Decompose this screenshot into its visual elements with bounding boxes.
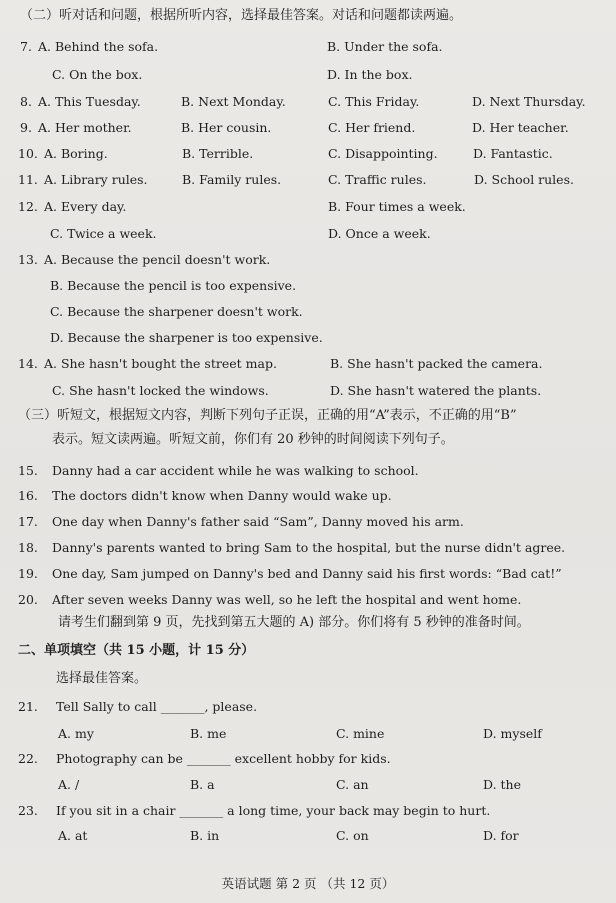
turn-page-instruction: 请考生们翻到第 9 页，先找到第五大题的 A) 部分。你们将有 5 秒钟的准备时间。 (58, 615, 530, 630)
question-7-line2: C. On the box. D. In the box. (52, 67, 413, 82)
question-11: 11. A. Library rules. B. Family rules. C. Traffic rules. D. School rules. (18, 172, 574, 187)
statement-18: 18. Danny's parents wanted to bring Sam to the hospital, but the nurse didn't agree. (18, 540, 566, 555)
part-two-instruction: 选择最佳答案。 (56, 671, 148, 686)
question-21: 21. Tell Sally to call _______, please. (18, 699, 258, 714)
question-23-options: A. at B. in C. on D. for (58, 828, 519, 843)
question-10: 10. A. Boring. B. Terrible. C. Disappointing. D. Fantastic. (18, 146, 553, 161)
question-7: 7. A. Behind the sofa. B. Under the sofa. (20, 39, 443, 54)
question-13-option-b: B. Because the pencil is too expensive. (50, 278, 297, 293)
section-2-heading: （二）听对话和问题，根据所听内容，选择最佳答案。对话和问题都读两遍。 (20, 8, 463, 23)
section-3-heading: （三）听短文，根据短文内容，判断下列句子正误，正确的用“A”表示，不正确的用“B” (18, 408, 517, 423)
question-13-option-d: D. Because the sharpener is too expensive. (50, 330, 323, 345)
question-12-line2: C. Twice a week. D. Once a week. (50, 226, 431, 241)
question-9: 9. A. Her mother. B. Her cousin. C. Her friend. D. Her teacher. (20, 120, 569, 135)
question-12: 12. A. Every day. B. Four times a week. (18, 199, 466, 214)
statement-20: 20. After seven weeks Danny was well, so he left the hospital and went home. (18, 592, 522, 607)
question-14: 14. A. She hasn't bought the street map. B. She hasn't packed the camera. (18, 356, 543, 371)
section-3-heading-line2: 表示。短文读两遍。听短文前，你们有 20 秒钟的时间阅读下列句子。 (52, 432, 454, 447)
statement-16: 16. The doctors didn't know when Danny would wake up. (18, 488, 392, 503)
statement-17: 17. One day when Danny's father said “Sam”, Danny moved his arm. (18, 514, 464, 529)
question-21-options: A. my B. me C. mine D. myself (58, 726, 542, 741)
part-two-heading: 二、单项填空（共 15 小题，计 15 分） (18, 643, 255, 658)
page-footer: 英语试题 第 2 页 （共 12 页） (221, 876, 395, 891)
question-14-line2: C. She hasn't locked the windows. D. She hasn't watered the plants. (52, 383, 542, 398)
question-22-options: A. / B. a C. an D. the (58, 777, 521, 792)
question-22: 22. Photography can be _______ excellent hobby for kids. (18, 751, 391, 766)
question-8: 8. A. This Tuesday. B. Next Monday. C. This Friday. D. Next Thursday. (20, 94, 586, 109)
statement-15: 15. Danny had a car accident while he was walking to school. (18, 463, 419, 478)
statement-19: 19. One day, Sam jumped on Danny's bed and Danny said his first words: “Bad cat!” (18, 566, 562, 581)
question-23: 23. If you sit in a chair _______ a long time, your back may begin to hurt. (18, 803, 491, 818)
question-13-option-c: C. Because the sharpener doesn't work. (50, 304, 303, 319)
question-13: 13. A. Because the pencil doesn't work. (18, 252, 271, 267)
